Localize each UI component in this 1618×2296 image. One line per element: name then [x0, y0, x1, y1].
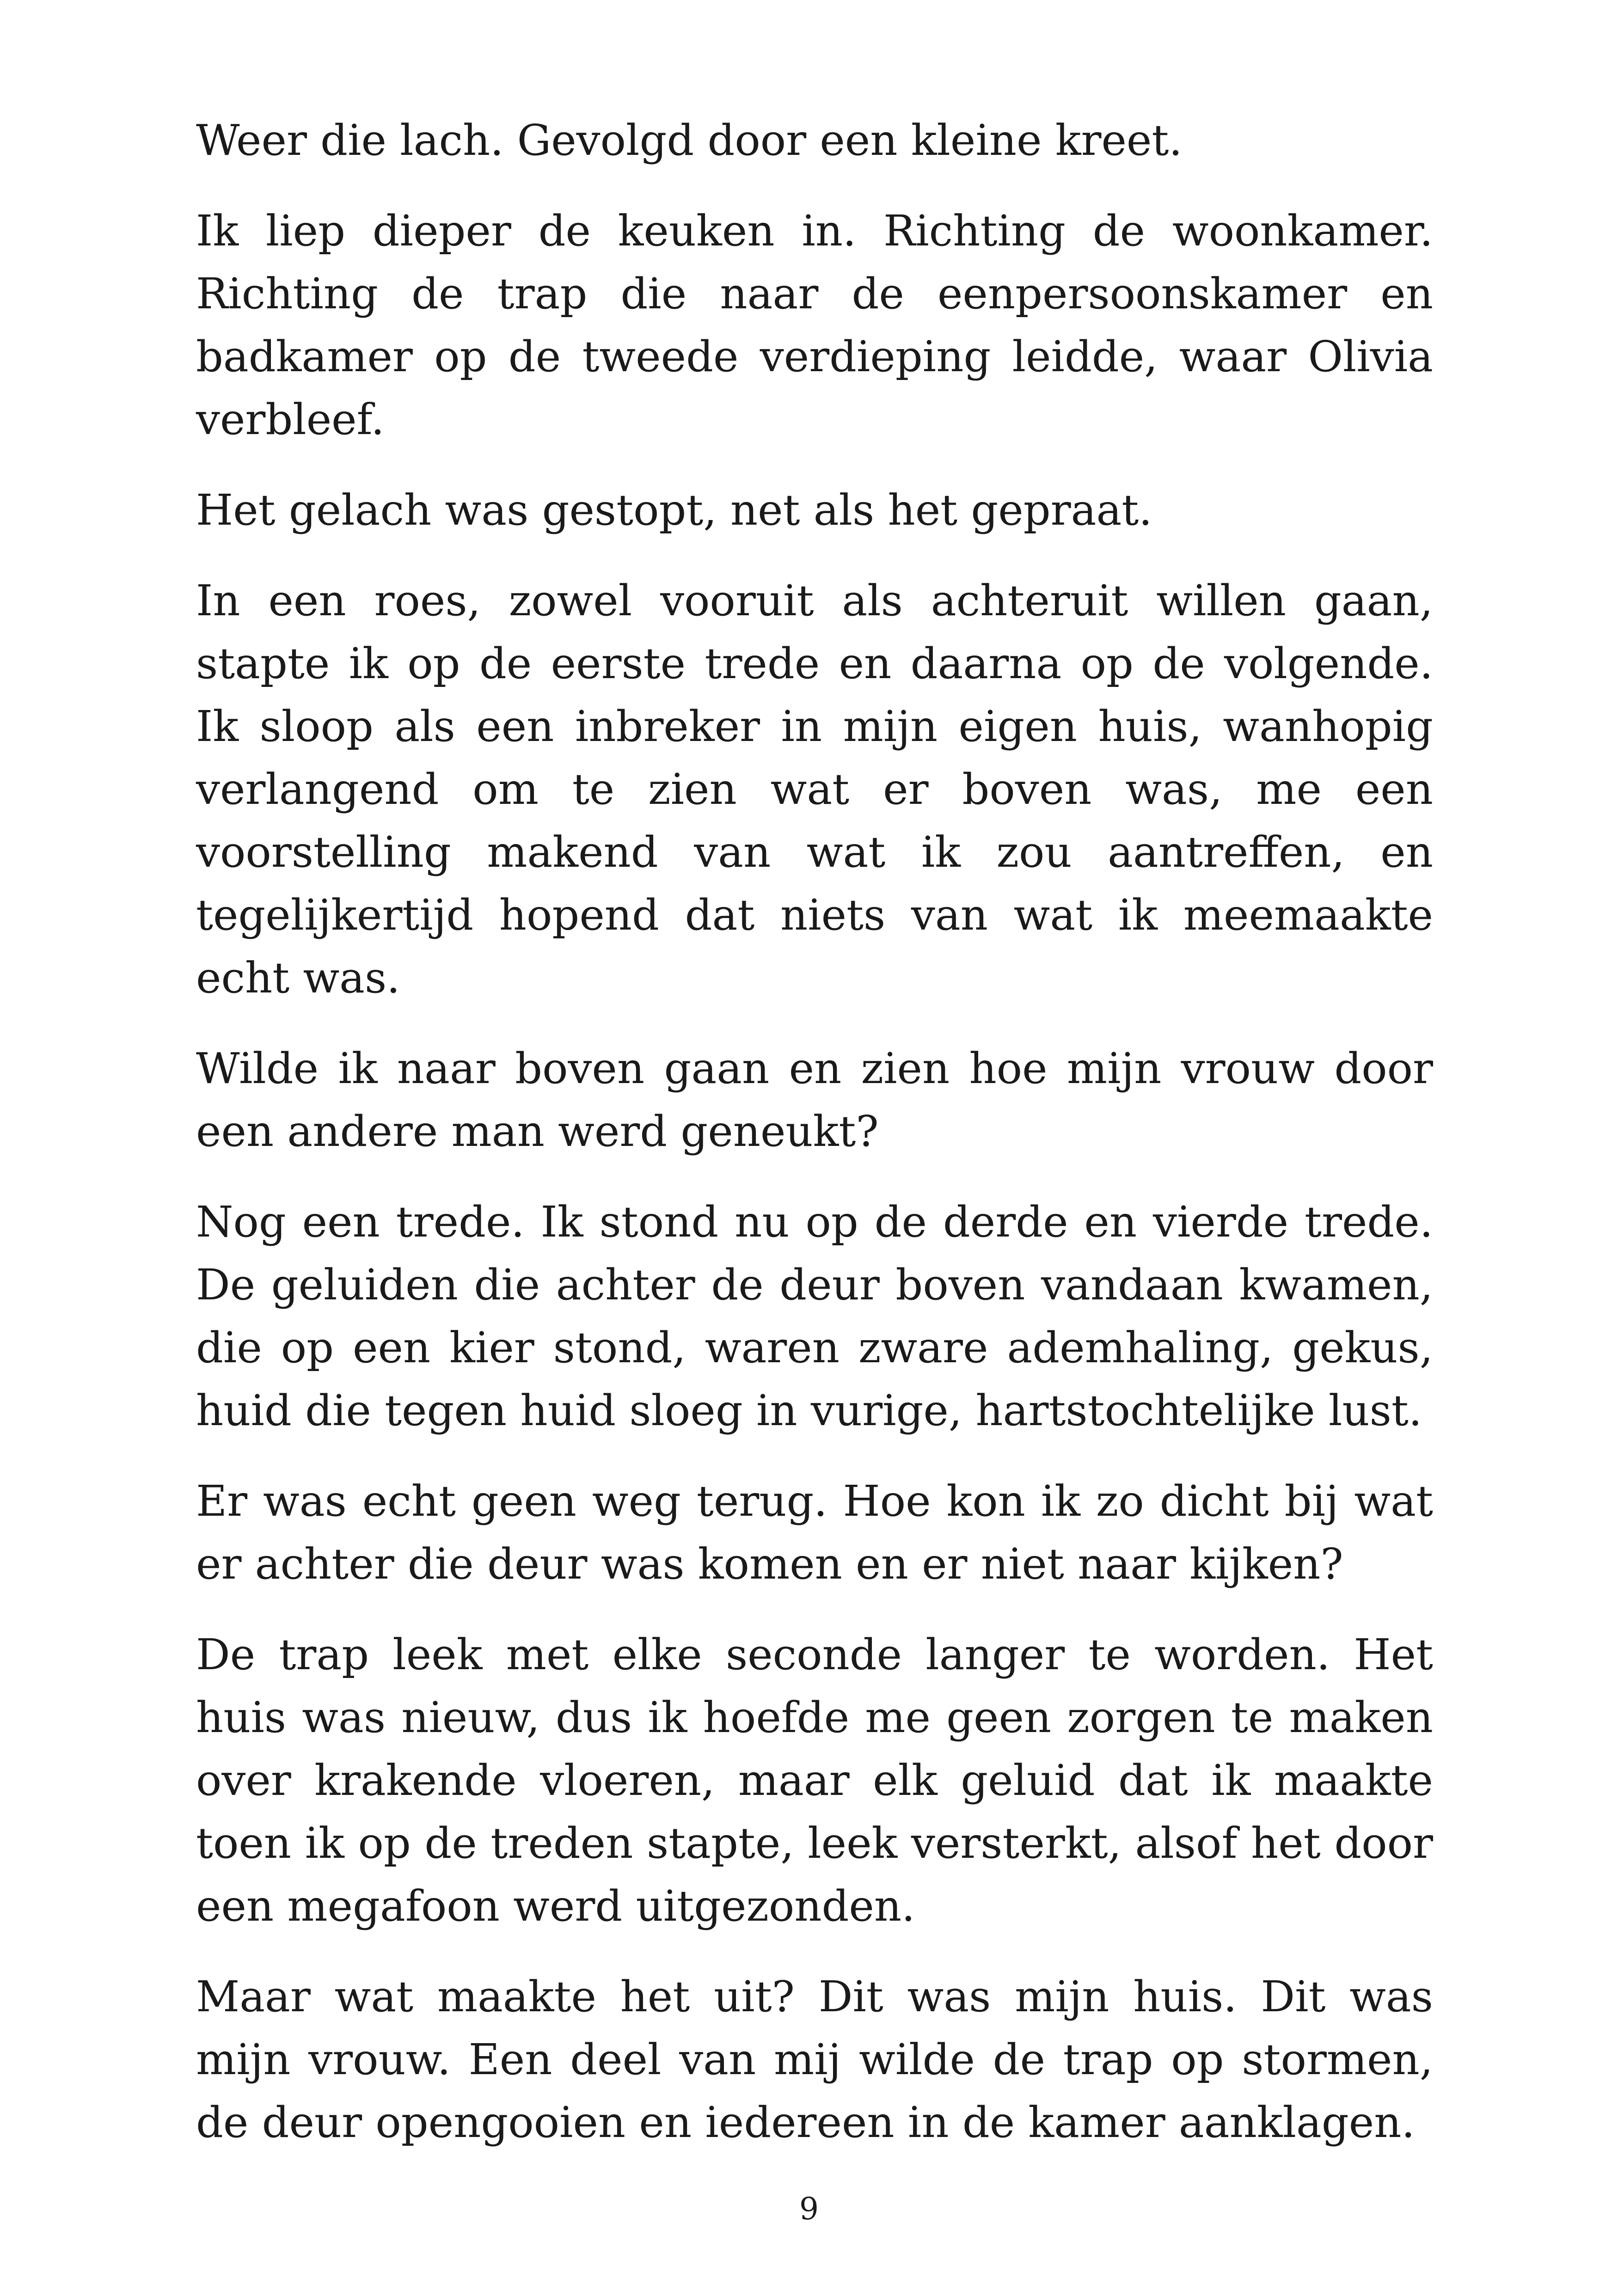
- paragraph: Nog een trede. Ik stond nu op de derde en vierde trede. De geluiden die achter de deur boven vandaan kwamen, die op een kier stond, waren zware ademhaling, gekus, huid die tegen huid sloeg in vurige, hartstochtelijke lust.: [196, 1197, 1433, 1435]
- paragraph: De trap leek met elke seconde langer te worden. Het huis was nieuw, dus ik hoefde me geen zorgen te maken over krakende vloeren, maar elk geluid dat ik maakte toen ik op de treden stapte, leek versterkt, alsof het door een megafoon werd uitgezonden.: [196, 1630, 1433, 1931]
- paragraph: Weer die lach. Gevolgd door een kleine kreet.: [196, 116, 1183, 165]
- paragraph: In een roes, zowel vooruit als achteruit willen gaan, stapte ik op de eerste trede en daarna op de volgende. Ik sloop als een inbreker in mijn eigen huis, wanhopig verlangend om te zien wat er boven was, me een voorstelling makend van wat ik zou aantreffen, en tegelijkertijd hopend dat niets van wat ik meemaakte echt was.: [196, 576, 1433, 1003]
- paragraph: Er was echt geen weg terug. Hoe kon ik zo dicht bij wat er achter die deur was komen en er niet naar kijken?: [196, 1476, 1433, 1589]
- paragraph: Wilde ik naar boven gaan en zien hoe mijn vrouw door een andere man werd geneukt?: [196, 1044, 1433, 1156]
- paragraph: Maar wat maakte het uit? Dit was mijn huis. Dit was mijn vrouw. Een deel van mij wilde de trap op stormen, de deur opengooien en iedereen in de kamer aanklagen.: [196, 1972, 1433, 2147]
- page-number: 9: [799, 2191, 819, 2227]
- paragraph: Het gelach was gestopt, net als het gepraat.: [196, 485, 1152, 535]
- body-text: [196, 109, 1433, 2182]
- paragraph: Ik liep dieper de keuken in. Richting de woonkamer. Richting de trap die naar de eenpersoonskamer en badkamer op de tweede verdieping leidde, waar Olivia verbleef.: [196, 206, 1433, 444]
